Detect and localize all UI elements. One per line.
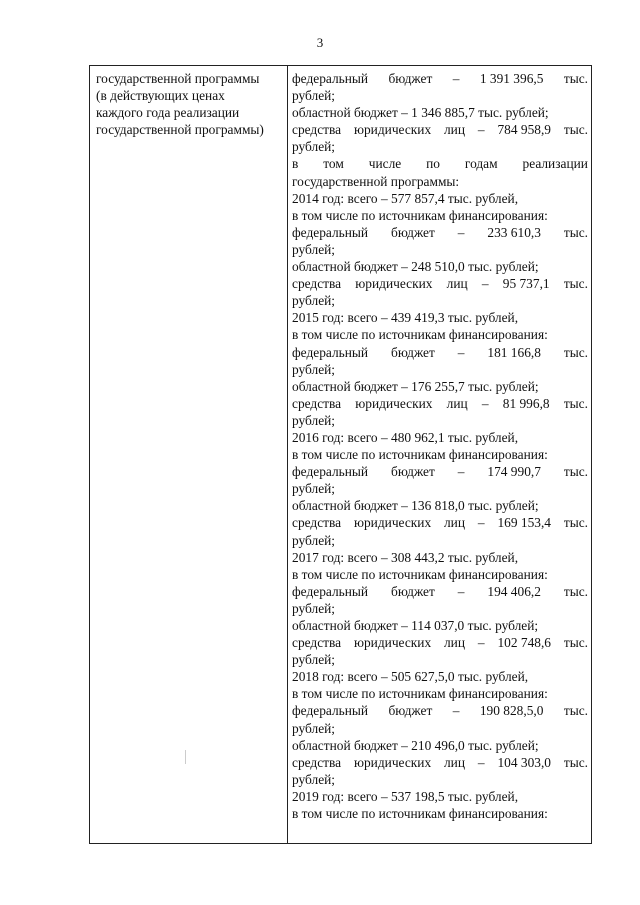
word: федеральный xyxy=(292,464,369,480)
word: 181 166,8 xyxy=(487,344,541,360)
word: бюджет xyxy=(391,344,435,360)
word: тыс. xyxy=(563,122,588,138)
word: – xyxy=(457,224,465,240)
left-cell-program-label xyxy=(96,70,284,138)
year-legal-entities-cont: рублей; xyxy=(292,412,336,428)
word: тыс. xyxy=(563,583,588,599)
year-regional-budget: областной бюджет – 114 037,0 тыс. рублей; xyxy=(292,618,539,633)
legal-entities-total-cont: рублей; xyxy=(292,139,336,155)
year-total: 2015 год: всего – 439 419,3 тыс. рублей, xyxy=(292,310,519,326)
word: бюджет xyxy=(388,703,433,719)
year-block xyxy=(292,429,588,549)
word: 95 737,1 xyxy=(502,276,550,292)
legal-entities-total xyxy=(292,121,588,138)
word: – xyxy=(477,515,485,531)
year-federal-budget-cont: рублей; xyxy=(292,600,336,616)
word: – xyxy=(452,71,460,86)
year-regional-budget: областной бюджет – 248 510,0 тыс. рублей; xyxy=(292,259,539,275)
funding-table xyxy=(89,65,592,844)
word: по xyxy=(426,156,440,172)
year-block xyxy=(292,190,588,310)
column-divider xyxy=(287,66,288,843)
year-legal-entities-cont: рублей; xyxy=(292,771,336,787)
word: лиц xyxy=(444,515,466,531)
year-federal-budget-cont: рублей; xyxy=(292,720,336,736)
regional-budget-total: областной бюджет – 1 346 885,7 тыс. рублей; xyxy=(292,105,549,121)
year-legal-entities-cont: рублей; xyxy=(292,293,336,309)
scan-mark xyxy=(185,750,186,764)
year-federal-budget-cont: рублей; xyxy=(292,241,336,257)
year-total: 2014 год: всего – 577 857,4 тыс. рублей, xyxy=(292,190,519,206)
year-sources: в том числе по источникам финансирования: xyxy=(292,686,548,702)
word: юридических xyxy=(353,122,432,138)
year-federal-budget xyxy=(292,224,588,241)
year-sources: в том числе по источникам финансирования: xyxy=(292,327,548,343)
left-cell-line: государственной программы xyxy=(96,71,260,86)
word: тыс. xyxy=(563,276,588,292)
word: тыс. xyxy=(563,71,588,86)
word: том xyxy=(323,156,344,172)
word: тыс. xyxy=(563,754,588,770)
year-regional-budget: областной бюджет – 210 496,0 тыс. рублей; xyxy=(292,737,539,753)
year-blocks xyxy=(292,190,588,788)
word: тыс. xyxy=(563,464,588,480)
year-block xyxy=(292,549,588,669)
word: – xyxy=(457,344,465,360)
word: числе xyxy=(368,156,402,172)
word: тыс. xyxy=(563,224,588,240)
year-sources: в том числе по источникам финансирования: xyxy=(292,447,548,463)
year-federal-budget-cont: рублей; xyxy=(292,361,336,377)
word: 784 958,9 xyxy=(497,122,551,138)
word: юридических xyxy=(353,635,432,651)
word: бюджет xyxy=(391,583,435,599)
word: бюджет xyxy=(391,224,435,240)
word: в xyxy=(292,156,299,172)
left-cell-line: (в действующих ценах xyxy=(96,88,225,104)
word: средства xyxy=(292,395,342,411)
by-years-intro-cont: государственной программы: xyxy=(292,173,460,189)
year-sources: в том числе по источникам финансирования: xyxy=(292,566,548,582)
word: юридических xyxy=(353,515,432,531)
year-legal-entities xyxy=(292,754,588,771)
year-federal-budget xyxy=(292,583,588,600)
word: – xyxy=(477,754,485,770)
word: лиц xyxy=(444,754,466,770)
word: 102 748,6 xyxy=(497,635,551,651)
word: тыс. xyxy=(563,395,588,411)
year-2019-total: 2019 год: всего – 537 198,5 тыс. рублей, xyxy=(292,788,519,804)
word: средства xyxy=(292,515,342,531)
word: – xyxy=(481,276,489,292)
word: – xyxy=(457,583,465,599)
word: 169 153,4 xyxy=(497,515,551,531)
word: лиц xyxy=(446,395,468,411)
word: тыс. xyxy=(563,635,588,651)
year-total: 2017 год: всего – 308 443,2 тыс. рублей, xyxy=(292,549,519,565)
word: – xyxy=(452,703,460,719)
word: бюджет xyxy=(388,71,433,86)
year-legal-entities xyxy=(292,275,588,292)
word: федеральный xyxy=(292,224,369,240)
word: – xyxy=(457,464,465,480)
year-2019-sources: в том числе по источникам финансирования: xyxy=(292,806,548,822)
year-total: 2016 год: всего – 480 962,1 тыс. рублей, xyxy=(292,429,519,445)
word: – xyxy=(477,122,485,138)
word: лиц xyxy=(444,122,466,138)
word: лиц xyxy=(446,276,468,292)
year-regional-budget: областной бюджет – 176 255,7 тыс. рублей; xyxy=(292,378,539,394)
year-legal-entities xyxy=(292,395,588,412)
word: бюджет xyxy=(391,464,435,480)
word: 190 828,5,0 xyxy=(479,703,544,719)
word: – xyxy=(477,635,485,651)
page-number: 3 xyxy=(316,35,324,50)
federal-budget-total-cont: рублей; xyxy=(292,88,336,104)
word: средства xyxy=(292,122,342,138)
year-sources: в том числе по источникам финансирования: xyxy=(292,207,548,223)
left-cell-line: государственной программы) xyxy=(96,122,264,138)
word: средства xyxy=(292,754,342,770)
year-federal-budget-cont: рублей; xyxy=(292,481,336,497)
word: реализации xyxy=(522,156,588,172)
word: – xyxy=(481,395,489,411)
year-legal-entities-cont: рублей; xyxy=(292,532,336,548)
by-years-intro xyxy=(292,155,588,172)
word: 233 610,3 xyxy=(487,224,541,240)
year-total: 2018 год: всего – 505 627,5,0 тыс. рублей, xyxy=(292,669,529,685)
year-federal-budget xyxy=(292,344,588,361)
right-cell-funding-text xyxy=(292,70,588,822)
word: 104 303,0 xyxy=(497,754,551,770)
year-legal-entities xyxy=(292,634,588,651)
word: федеральный xyxy=(292,703,369,719)
word: 1 391 396,5 xyxy=(479,71,544,86)
word: средства xyxy=(292,635,342,651)
word: средства xyxy=(292,276,342,292)
word: 81 996,8 xyxy=(502,395,550,411)
word: федеральный xyxy=(292,583,369,599)
word: лиц xyxy=(444,635,466,651)
word: годам xyxy=(464,156,498,172)
word: федеральный xyxy=(292,71,369,86)
federal-budget-total xyxy=(292,70,588,87)
year-legal-entities xyxy=(292,514,588,531)
left-cell-line: каждого года реализации xyxy=(96,105,240,121)
word: федеральный xyxy=(292,344,369,360)
year-block xyxy=(292,668,588,788)
word: 194 406,2 xyxy=(487,583,541,599)
word: юридических xyxy=(355,395,433,411)
year-federal-budget xyxy=(292,463,588,480)
word: 174 990,7 xyxy=(487,464,541,480)
year-block xyxy=(292,309,588,429)
year-legal-entities-cont: рублей; xyxy=(292,652,336,668)
year-federal-budget xyxy=(292,702,588,719)
word: тыс. xyxy=(563,344,588,360)
year-regional-budget: областной бюджет – 136 818,0 тыс. рублей; xyxy=(292,498,539,514)
word: тыс. xyxy=(563,515,588,531)
word: юридических xyxy=(355,276,433,292)
word: тыс. xyxy=(563,703,588,719)
word: юридических xyxy=(353,754,432,770)
